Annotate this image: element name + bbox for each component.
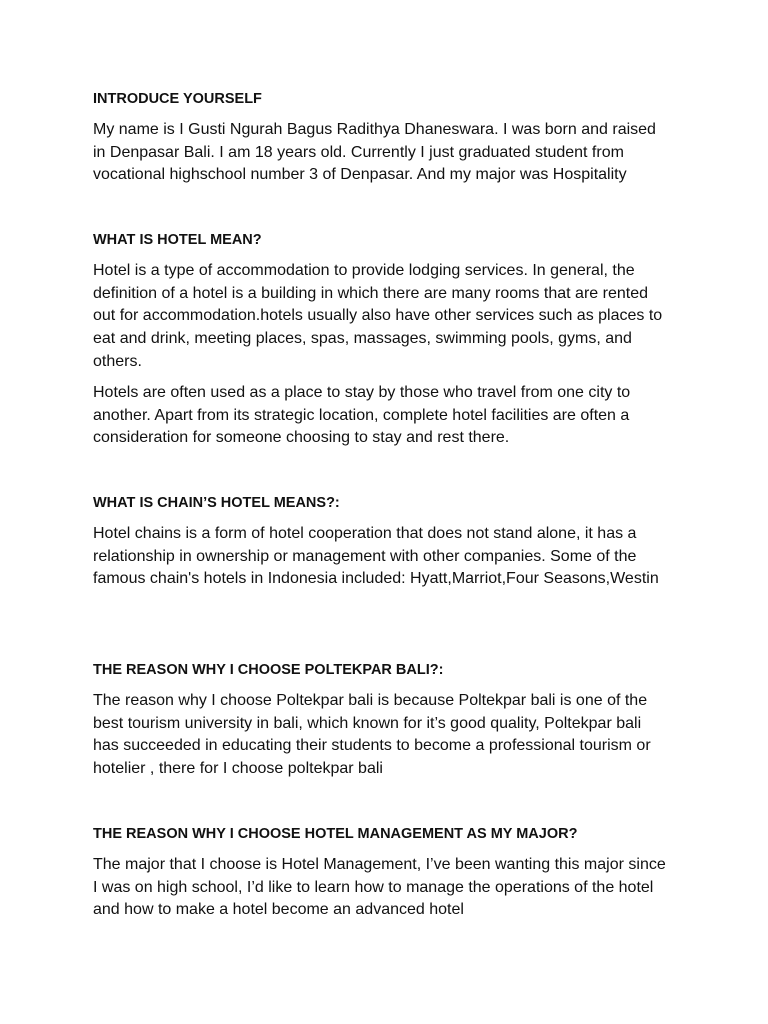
heading-introduce-yourself: INTRODUCE YOURSELF (93, 91, 262, 107)
paragraph-hotel-usage: Hotels are often used as a place to stay by those who travel from one city to another. Apart from its strategic location, complete hotel facilities are often a consideration for someone choosing to stay and rest there. (93, 384, 631, 447)
heading-reason-poltekpar: THE REASON WHY I CHOOSE POLTEKPAR BALI?: (93, 662, 444, 678)
paragraph-reason-major: The major that I choose is Hotel Management, I’ve been wanting this major since I was on high school, I’d like to learn how to manage the operations of the hotel and how to make a hotel become an advanced hotel (93, 856, 666, 919)
paragraph-chain-hotel: Hotel chains is a form of hotel cooperation that does not stand alone, it has a relationship in ownership or management with other companies. Some of the famous chain's hotels in Indonesia included: Hyatt,Marriot,Four Seasons,Westin (93, 525, 659, 588)
heading-chain-hotel: WHAT IS CHAIN’S HOTEL MEANS?: (93, 495, 340, 511)
paragraph-hotel-definition: Hotel is a type of accommodation to provide lodging services. In general, the definition of a hotel is a building in which there are many rooms that are rented out for accommodation.hotels usually also have other services such as places to eat and drink, meeting places, spas, massages, swimming pools, gyms, and others. (93, 262, 663, 370)
paragraph-reason-poltekpar: The reason why I choose Poltekpar bali is because Poltekpar bali is one of the best tourism university in bali, which known for it’s good quality, Poltekpar bali has succeeded in educating their students to become a professional tourism or hotelier , there for I choose poltekpar bali (93, 692, 651, 778)
heading-what-is-hotel: WHAT IS HOTEL MEAN? (93, 232, 262, 248)
heading-reason-major: THE REASON WHY I CHOOSE HOTEL MANAGEMENT AS MY MAJOR? (93, 826, 578, 842)
paragraph-introduction: My name is I Gusti Ngurah Bagus Radithya Dhaneswara. I was born and raised in Denpasar Bali. I am 18 years old. Currently I just graduated student from vocational highschool number 3 of Denpasar. And my major was Hospitality (93, 121, 656, 184)
